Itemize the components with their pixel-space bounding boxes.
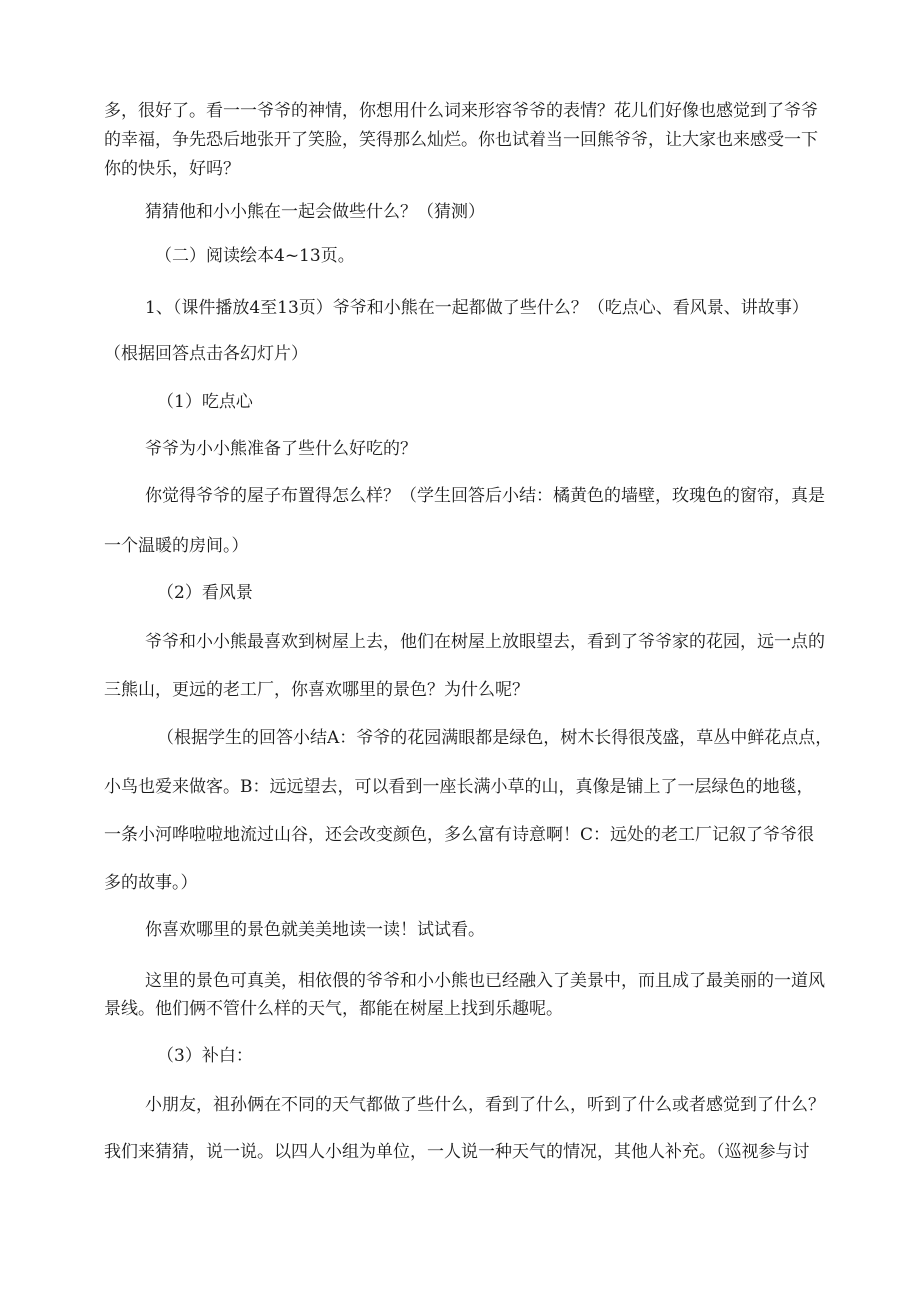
text-line: 1、（课件播放4至13页）爷爷和小熊在一起都做了些什么？（吃点心、看风景、讲故事）	[145, 298, 809, 318]
subsection-heading: （2）看风景	[157, 583, 253, 603]
text-line: 爷爷为小小熊准备了些什么好吃的？	[145, 439, 417, 459]
text-line: 猜猜他和小小熊在一起会做些什么？（猜测）	[145, 202, 485, 222]
text-line: 你觉得爷爷的屋子布置得怎么样？（学生回答后小结：橘黄色的墙壁，玫瑰色的窗帘，真是	[145, 486, 825, 506]
text-line: （根据回答点击各幻灯片）	[104, 344, 308, 364]
subsection-heading: （3）补白：	[157, 1046, 253, 1066]
text-line: 的幸福，争先恐后地张开了笑脸，笑得那么灿烂。你也试着当一回熊爷爷，让大家也来感受一下	[104, 130, 818, 150]
text-line: 爷爷和小小熊最喜欢到树屋上去，他们在树屋上放眼望去，看到了爷爷家的花园，远一点的	[145, 632, 825, 652]
text-line: 一条小河哗啦啦地流过山谷，还会改变颜色，多么富有诗意啊！C：远处的老工厂记叙了爷爷很	[104, 825, 815, 845]
text-line: 一个温暖的房间。）	[104, 536, 249, 556]
text-line: 你的快乐，好吗？	[104, 159, 240, 179]
text-line: 三熊山，更远的老工厂，你喜欢哪里的景色？为什么呢？	[104, 680, 529, 700]
text-line: 小鸟也爱来做客。B：远远望去，可以看到一座长满小草的山，真像是铺上了一层绿色的地毯，	[104, 777, 814, 797]
text-line: 我们来猜猜，说一说。以四人小组为单位，一人说一种天气的情况，其他人补充。（巡视参与讨	[104, 1142, 810, 1162]
section-heading: （二）阅读绘本4~13页。	[155, 246, 355, 266]
subsection-heading: （1）吃点心	[157, 392, 253, 412]
text-line: 这里的景色可真美，相依偎的爷爷和小小熊也已经融入了美景中，而且成了最美丽的一道风	[145, 971, 825, 991]
text-line: 景线。他们俩不管什么样的天气，都能在树屋上找到乐趣呢。	[104, 999, 563, 1019]
text-line: 小朋友，祖孙俩在不同的天气都做了些什么，看到了什么，听到了什么或者感觉到了什么？	[145, 1095, 825, 1115]
text-line: 多的故事。）	[104, 873, 198, 893]
text-line: 多，很好了。看一一爷爷的神情，你想用什么词来形容爷爷的表情？花儿们好像也感觉到了爷爷	[104, 101, 818, 121]
text-line: （根据学生的回答小结A：爷爷的花园满眼都是绿色，树木长得很茂盛，草丛中鲜花点点，	[157, 728, 833, 748]
text-line: 你喜欢哪里的景色就美美地读一读！试试看。	[145, 920, 485, 940]
